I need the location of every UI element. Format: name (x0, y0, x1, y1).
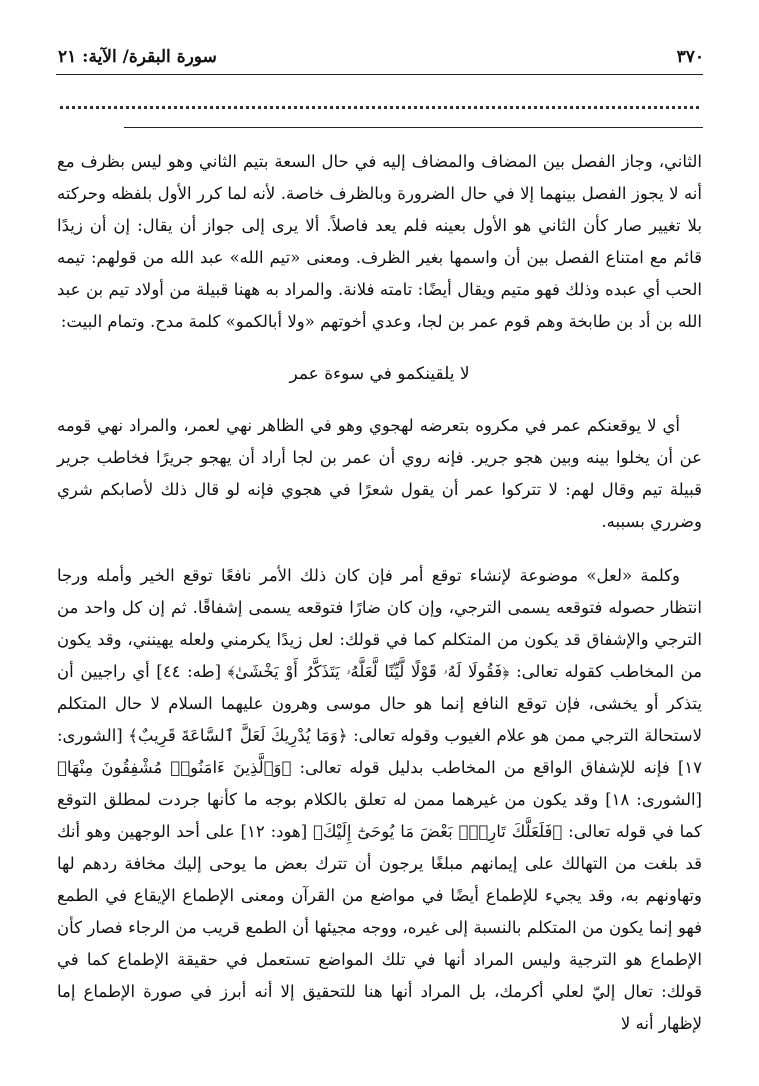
page-number: ٣٧٠ (676, 47, 704, 67)
commentary-rule (124, 127, 703, 128)
running-header (58, 42, 704, 72)
commentary-text (57, 146, 702, 1040)
header-rule (56, 74, 703, 75)
surah-verse-label: سورة البقرة/ الآية: ٢١ (58, 47, 217, 67)
paragraph-continuation: الثاني، وجاز الفصل بين المضاف والمضاف إليه في حال السعة بتيم الثاني وهو ليس بظرف مع أنه لا يجوز الفصل بينهما إلا في حال الضرورة وبالظرف خاصة. لأنه لما كرر الأول بلفظه وحركته بلا تغيير صار كأن الثاني هو الأول بعينه فلم يعد فاصلاً. ألا يرى إلى جواز أن يقال: إن أن زيدًا قائم مع امتناع الفصل بين أن واسمها بغير الظرف. ومعنى «تيم الله» عبد الله من قولهم: تيمه الحب أي عبده وذلك فهو متيم ويقال أيضًا: تامته فلانة. والمراد به ههنا قبيلة من أولاد تيم بن عبد الله بن أد بن طابخة وهم قوم عمر بن لجا، وعدي أخوتهم «ولا أبالكمو» كلمة مدح. وتمام البيت: (57, 152, 702, 331)
paragraph-laalla: وكلمة «لعل» موضوعة لإنشاء توقع أمر فإن كان ذلك الأمر نافعًا توقع الخير وأمله ورجا انتظار حصوله فتوقعه يسمى الترجي، وإن كان ضارًا فتوقعه يسمى إشفاقًا. ثم إن كل واحد من الترجي والإشفاق قد يكون من المتكلم كما في قولك: لعل زيدًا يكرمني ولعله يهينني، وقد يكون من المخاطب كقوله تعالى: ﴿فَقُولَا لَهُۥ قَوْلًا لَّيِّنًا لَّعَلَّهُۥ يَتَذَكَّرُ أَوْ يَخْشَىٰ﴾ [طه: ٤٤] أي راجيين أن يتذكر أو يخشى، فإن توقع النافع إنما هو حال موسى وهرون عليهما السلام لا حال المتكلم لاستحالة الترجي ممن هو علام الغيوب وقوله تعالى: ﴿وَمَا يُدْرِيكَ لَعَلَّ ٱلسَّاعَةَ قَرِيبٌ﴾ [الشورى: ١٧] فإنه للإشفاق الواقع من المخاطب بدليل قوله تعالى: ﴿وَٱلَّذِينَ ءَامَنُوا۟ مُشْفِقُونَ مِنْهَا﴾ [الشورى: ١٨] وقد يكون من غيرهما ممن له تعلق بالكلام بوجه ما كأنها جردت لمطلق التوقع كما في قوله تعالى: ﴿فَلَعَلَّكَ تَارِكٌۢ بَعْضَ مَا يُوحَىٰٓ إِلَيْكَ﴾ [هود: ١٢] على أحد الوجهين وهو أنك قد بلغت من التهالك على إيمانهم مبلغًا يرجون أن تترك بعض ما يوحى إليك مخافة ردهم لها وتهاونهم به، وقد يجيء للإطماع أيضًا في مواضع من القرآن ومعنى الإطماع الإيقاع في الطمع فهو إنما يكون من المتكلم بالنسبة إلى غيره، ووجه مجيئها أن الطمع قريب من الرجاء فصار كأن الإطماع هو الترجية وليس المراد أنها في تلك المواضع تستعمل في حقيقة الإطماع كما في قولك: تعال إليّ لعلي أكرمك، بل المراد أنها هنا للتحقيق إلا أنه أبرز في صورة الإطماع إما لإظهار أنه لا (57, 566, 702, 1033)
poetry-hemistich: لا يلقينكمو في سوءة عمر (289, 364, 470, 384)
paragraph-gap (57, 538, 702, 560)
paragraph-explanation: أي لا يوقعنكم عمر في مكروه بتعرضه لهجوي وهو في الظاهر نهي لعمر، والمراد نهي قومه عن أن يخلوا بينه وبين هجو جرير. فإنه روي أن عمر بن لجا أراد أن يهجو جريرًا فخاطب جرير قبيلة تيم وقال لهم: لا تتركوا عمر أن يقول شعرًا في هجوي فإنه لو قال ذلك لأصابكم شري وضرري بسببه. (57, 416, 702, 531)
dotted-separator (60, 92, 699, 109)
